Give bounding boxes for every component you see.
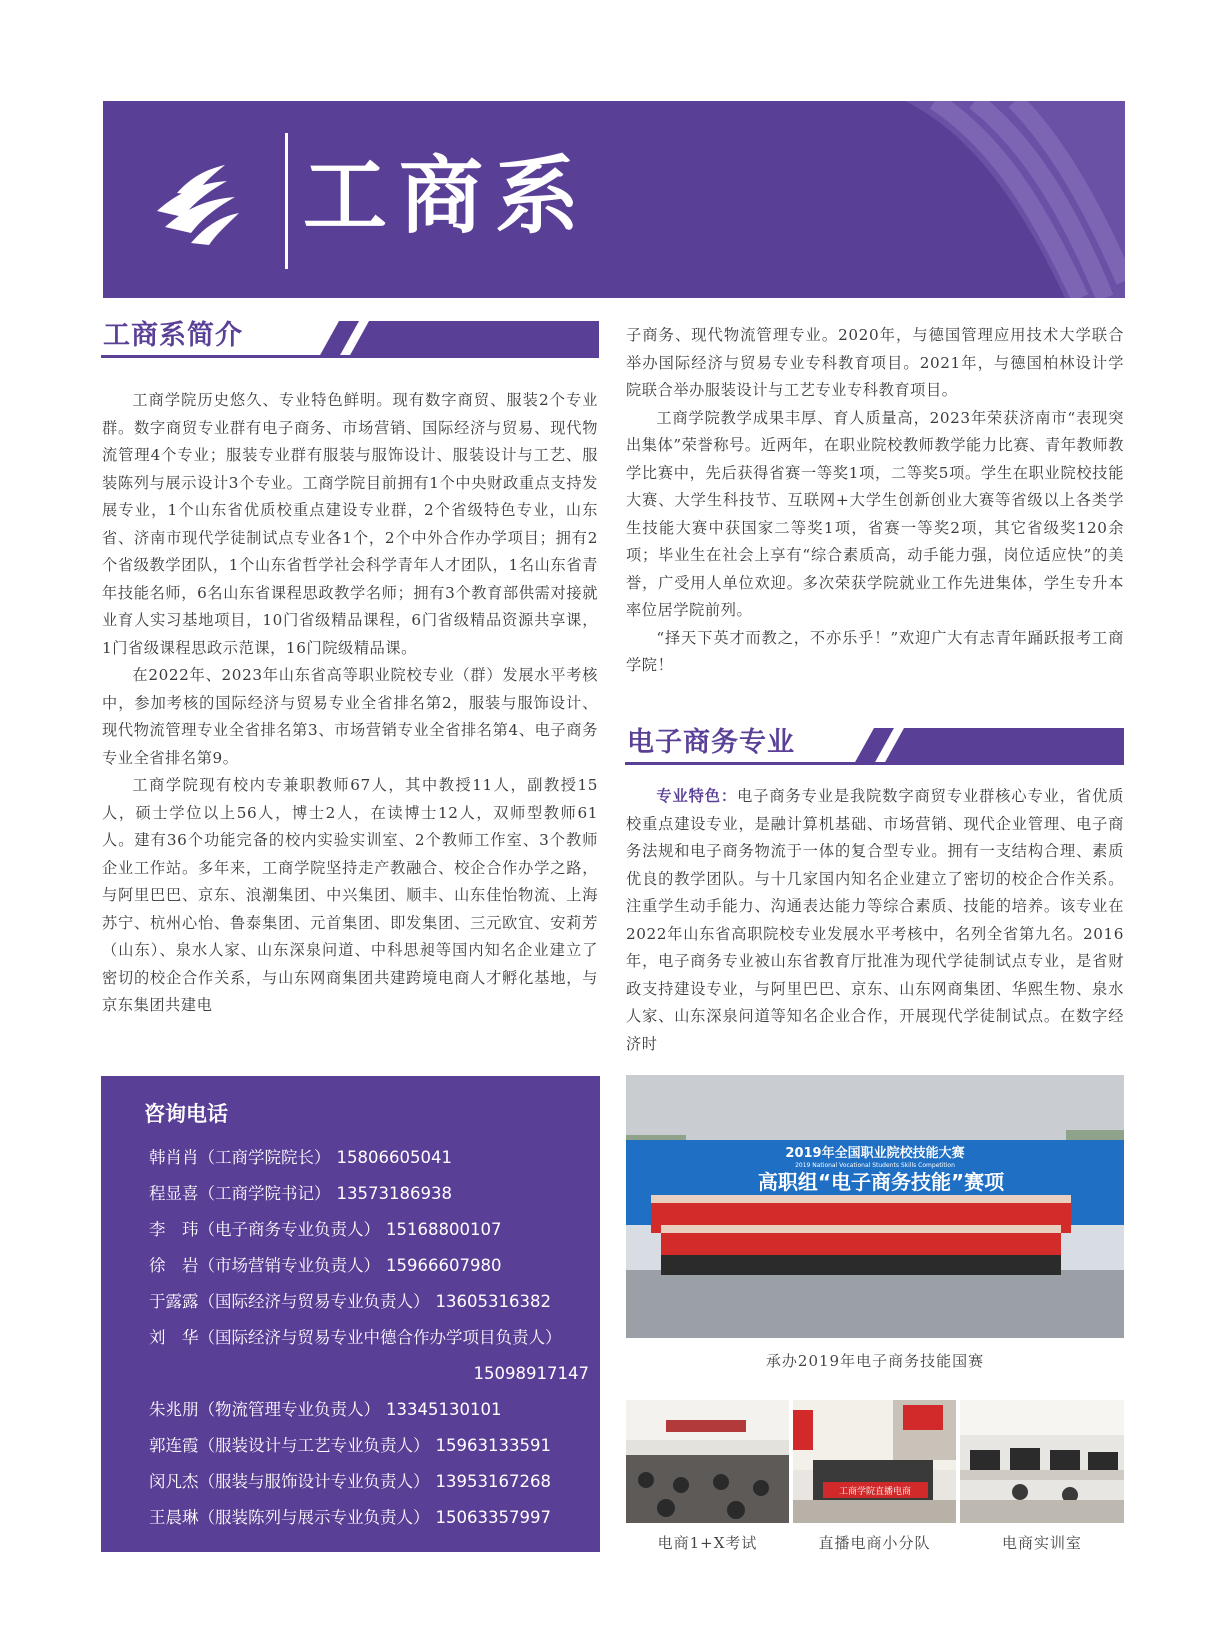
contact-phone[interactable]: 13605316382 — [435, 1292, 551, 1311]
contact-row — [149, 1320, 589, 1356]
contact-phone[interactable]: 15966607980 — [386, 1256, 502, 1275]
contact-row — [149, 1212, 589, 1248]
contact-phone[interactable]: 13573186938 — [336, 1184, 452, 1203]
heading-stripes-icon — [834, 728, 1124, 764]
training-room-photo — [960, 1400, 1124, 1523]
feature-label: 专业特色： — [656, 787, 738, 805]
ecommerce-heading-text: 电子商务专业 — [627, 727, 795, 758]
contact-row — [149, 1464, 589, 1500]
exam-photo — [626, 1400, 789, 1523]
department-title: 工商系 — [303, 147, 592, 245]
contact-name: 程显喜（工商学院书记） — [149, 1184, 331, 1203]
contact-phone[interactable]: 15806605041 — [336, 1148, 452, 1167]
contact-phone[interactable]: 15063357997 — [435, 1508, 551, 1527]
intro-paragraph: 工商学院教学成果丰厚、育人质量高，2023年荣获济南市“表现突出集体”荣誉称号。近两年，在职业院校教师教学能力比赛、青年教师教学比赛中，先后获得省赛一等奖1项，二等奖5项。学生在职业院校技能大赛、大学生科技节、互联网+大学生创新创业大赛等省级以上各类学生技能大赛中获国家二等奖1项，省赛一等奖2项，其它省级奖120余项；毕业生在社会上享有“综合素质高，动手能力强，岗位适应快”的美誉，广受用人单位欢迎。多次荣获学院就业工作先进集体，学生专升本率位居学院前列。 — [626, 408, 1124, 619]
intro-continuation: 子商务、现代物流管理专业。2020年，与德国管理应用技术大学联合举办国际经济与贸易专业专科教育项目。2021年，与德国柏林设计学院联合举办服装设计与工艺专业专科教育项目。 — [626, 326, 1124, 399]
heading-rule — [625, 762, 1124, 765]
header-banner — [103, 101, 1125, 298]
contact-name: 闵凡杰（服装与服饰设计专业负责人） — [149, 1472, 430, 1491]
intro-left-column — [102, 387, 598, 1020]
intro-right-column — [626, 322, 1124, 680]
intro-paragraph: 工商学院现有校内专兼职教师67人，其中教授11人，副教授15人，硕士学位以上56人，博士2人，在读博士12人，双师型教师61人。建有36个功能完备的校内实验实训室、2个教师工作室、3个教师企业工作站。多年来，工商学院坚持走产教融合、校企合作办学之路，与阿里巴巴、京东、浪潮集团、中兴集团、顺丰、山东佳怡物流、上海苏宁、杭州心怡、鲁泰集团、元首集团、即发集团、三元欧宜、安莉芳（山东）、泉水人家、山东深泉问道、中科思昶等国内知名企业建立了密切的校企合作关系，与山东网商集团共建跨境电商人才孵化基地，与京东集团共建电 — [102, 776, 598, 1014]
contact-name: 韩肖肖（工商学院院长） — [149, 1148, 331, 1167]
contact-phone[interactable]: 15963133591 — [435, 1436, 551, 1455]
contact-phone[interactable]: 15168800107 — [386, 1220, 502, 1239]
decorative-wave-graphic — [865, 101, 1125, 298]
contact-name: 徐 岩（市场营销专业负责人） — [149, 1256, 380, 1275]
contact-name: 朱兆朋（物流管理专业负责人） — [149, 1400, 380, 1419]
contact-row — [149, 1392, 589, 1428]
photo-caption: 电商1+X考试 — [657, 1534, 758, 1552]
photo-caption: 直播电商小分队 — [818, 1534, 931, 1552]
contact-box — [101, 1076, 600, 1552]
contact-row — [149, 1248, 589, 1284]
livestream-team-photo — [793, 1400, 956, 1523]
contact-row — [149, 1140, 589, 1176]
contact-row — [149, 1428, 589, 1464]
photo-banner-line3: 高职组“电子商务技能”赛项 — [757, 1170, 1005, 1194]
heading-rule — [101, 355, 599, 358]
intro-paragraph: 在2022年、2023年山东省高等职业院校专业（群）发展水平考核中，参加考核的国际经济与贸易专业全省排名第2，服装与服饰设计、现代物流管理专业全省排名第3、市场营销专业全省排名第4、电子商务专业全省排名第9。 — [102, 666, 598, 767]
team-banner-text: 工商学院直播电商 — [838, 1487, 912, 1497]
contact-name: 王晨琳（服装陈列与展示专业负责人） — [149, 1508, 430, 1527]
contact-row-continued — [149, 1356, 589, 1392]
main-photo-caption: 承办2019年电子商务技能国赛 — [765, 1352, 985, 1370]
contact-row — [149, 1176, 589, 1212]
intro-heading-text: 工商系简介 — [103, 320, 243, 351]
contact-row — [149, 1284, 589, 1320]
contact-row — [149, 1500, 589, 1536]
heading-stripes-icon — [289, 321, 599, 357]
contact-phone[interactable]: 15098917147 — [473, 1364, 589, 1383]
intro-heading — [101, 318, 599, 358]
photo-caption: 电商实训室 — [1001, 1534, 1082, 1552]
photo-banner-line1: 2019年全国职业院校技能大赛 — [785, 1146, 965, 1161]
feature-text: 电子商务专业是我院数字商贸专业群核心专业，省优质校重点建设专业，是融计算机基础、市场营销、现代企业管理、电子商务法规和电子商务物流于一体的复合型专业。拥有一支结构合理、素质优良的教学团队。与十几家国内知名企业建立了密切的校企合作关系。注重学生动手能力、沟通表达能力等综合素质、技能的培养。该专业在2022年山东省高职院校专业发展水平考核中，名列全省第九名。2016年，电子商务专业被山东省教育厅批准为现代学徒制试点专业，是省财政支持建设专业，与阿里巴巴、京东、山东网商集团、华熙生物、泉水人家、山东深泉问道等知名企业合作，开展现代学徒制试点。在数字经济时 — [626, 787, 1124, 1053]
contact-list — [149, 1140, 589, 1536]
contact-name: 于露露（国际经济与贸易专业负责人） — [149, 1292, 430, 1311]
ecommerce-heading — [625, 725, 1124, 765]
contact-name: 刘 华（国际经济与贸易专业中德合作办学项目负责人） — [149, 1328, 562, 1347]
photo-banner-line2: 2019 National Vocational Students Skills Competition — [795, 1162, 955, 1169]
intro-paragraph: “择天下英才而教之，不亦乐乎！”欢迎广大有志青年踊跃报考工商学院！ — [626, 628, 1124, 674]
contact-name: 郭连霞（服装设计与工艺专业负责人） — [149, 1436, 430, 1455]
banner-divider — [285, 133, 288, 269]
intro-paragraph: 工商学院历史悠久、专业特色鲜明。现有数字商贸、服装2个专业群。数字商贸专业群有电子商务、市场营销、国际经济与贸易、现代物流管理4个专业；服装专业群有服装与服饰设计、服装设计与工艺、服装陈列与展示设计3个专业。工商学院目前拥有1个中央财政重点支持发展专业，1个山东省优质校重点建设专业群，2个省级特色专业，山东省、济南市现代学徒制试点专业各1个，2个中外合作办学项目；拥有2个省级教学团队，1个山东省哲学社会科学青年人才团队，1名山东省青年技能名师，6名山东省课程思政教学名师；拥有3个教育部供需对接就业育人实习基地项目，10门省级精品课程，6门省级精品资源共享课，1门省级课程思政示范课，16门院级精品课。 — [102, 391, 598, 657]
group-photo — [626, 1075, 1124, 1338]
contact-name: 李 玮（电子商务专业负责人） — [149, 1220, 380, 1239]
ecommerce-text — [626, 783, 1124, 1058]
contact-phone[interactable]: 13345130101 — [386, 1400, 502, 1419]
college-logo-icon — [147, 153, 243, 249]
contact-title: 咨询电话 — [144, 1102, 228, 1126]
contact-phone[interactable]: 13953167268 — [435, 1472, 551, 1491]
